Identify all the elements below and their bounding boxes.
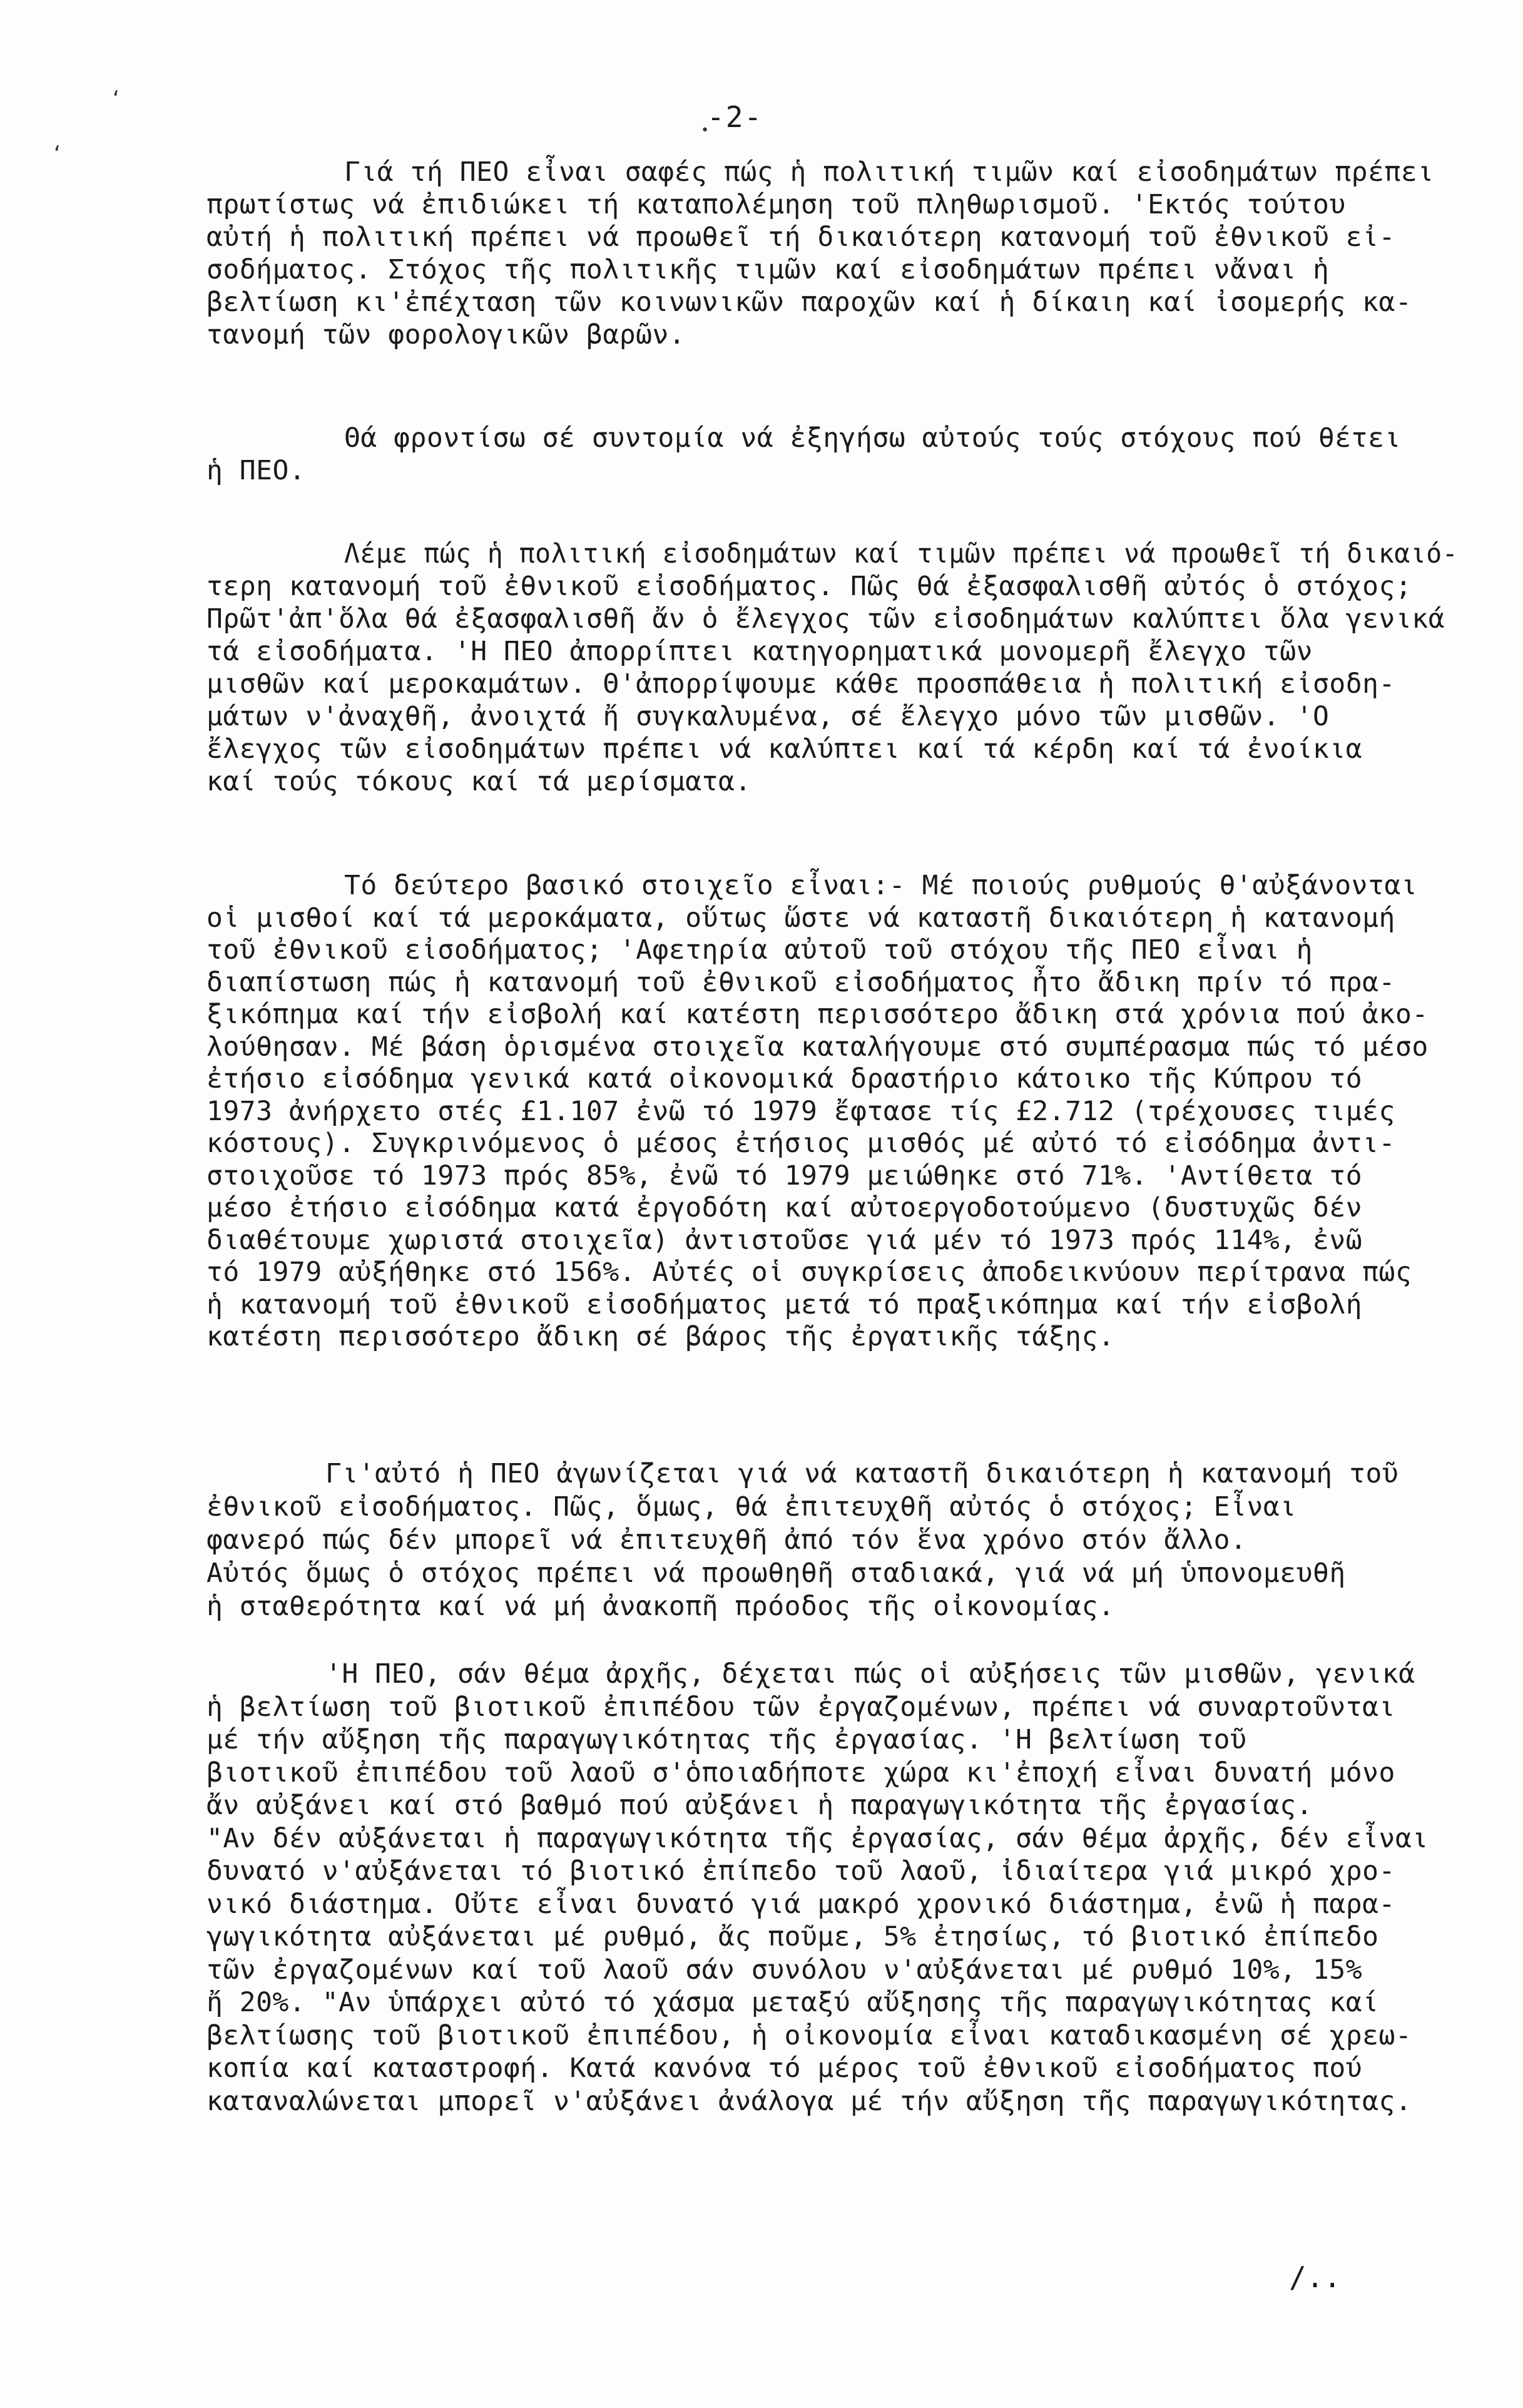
text-line: ἡ σταθερότητα καί νά μή ἀνακοπῆ πρόοδος τῆς οἰκονομίας. xyxy=(206,1591,1115,1622)
text-line: Αὐτός ὅμως ὁ στόχος πρέπει νά προωθηθῆ σταδιακά, γιά νά μή ὑπονομευθῆ xyxy=(206,1558,1346,1589)
text-line: κατέστη περισσότερο ἄδικη σέ βάρος τῆς ἐργατικῆς τάξης. xyxy=(206,1321,1115,1352)
text-line: "Αν δέν αὐξάνεται ἡ παραγωγικότητα τῆς ἐργασίας, σάν θέμα ἀρχῆς, δέν εἶναι xyxy=(206,1822,1429,1854)
text-line: καταναλώνεται μπορεῖ ν'αὐξάνει ἀνάλογα μέ τήν αὔξηση τῆς παραγωγικότητας. xyxy=(206,2085,1412,2117)
scan-mark: ‘ xyxy=(51,143,63,165)
text-line: ἡ βελτίωση τοῦ βιοτικοῦ ἐπιπέδου τῶν ἐργαζομένων, πρέπει νά συναρτοῦνται xyxy=(206,1691,1395,1723)
text-line: γωγικότητα αὐξάνεται μέ ρυθμό, ἄς ποῦμε, 5% ἐτησίως, τό βιοτικό ἐπίπεδο xyxy=(206,1921,1379,1952)
text-line: βελτίωση κι'ἐπέχταση τῶν κοινωνικῶν παροχῶν καί ἡ δίκαιη καί ἰσομερής κα- xyxy=(206,287,1412,318)
text-line: ἐτήσιο εἰσόδημα γενικά κατά οἰκονομικά δραστήριο κάτοικο τῆς Κύπρου τό xyxy=(206,1063,1363,1094)
text-line: φανερό πώς δέν μπορεῖ νά ἐπιτευχθῆ ἀπό τόν ἕνα χρόνο στόν ἄλλο. xyxy=(206,1524,1247,1556)
text-line: ἡ ΠΕΟ. xyxy=(206,455,306,486)
text-line: Γιά τή ΠΕΟ εἶναι σαφές πώς ἡ πολιτική τιμῶν καί εἰσοδημάτων πρέπει xyxy=(344,156,1434,188)
text-line: καί τούς τόκους καί τά μερίσματα. xyxy=(206,766,751,797)
text-line: βιοτικοῦ ἐπιπέδου τοῦ λαοῦ σ'ὁποιαδήποτε χώρα κι'ἐποχή εἶναι δυνατή μόνο xyxy=(206,1757,1395,1788)
continuation-mark: /.. xyxy=(1289,2260,1342,2294)
text-line: διαπίστωση πώς ἡ κατανομή τοῦ ἐθνικοῦ εἰσοδήματος ἦτο ἄδικη πρίν τό πρα- xyxy=(206,966,1395,998)
text-line: λούθησαν. Μέ βάση ὁρισμένα στοιχεῖα καταλήγουμε στό συμπέρασμα πώς τό μέσο xyxy=(206,1031,1429,1063)
text-line: κόστους). Συγκρινόμενος ὁ μέσος ἐτήσιος μισθός μέ αὐτό τό εἰσόδημα ἀντι- xyxy=(206,1128,1395,1159)
text-line: ἔλεγχος τῶν εἰσοδημάτων πρέπει νά καλύπτει καί τά κέρδη καί τά ἐνοίκια xyxy=(206,733,1363,765)
text-line: μάτων ν'ἀναχθῆ, ἀνοιχτά ἤ συγκαλυμένα, σέ ἔλεγχο μόνο τῶν μισθῶν. 'Ο xyxy=(206,701,1330,732)
text-line: σοδήματος. Στόχος τῆς πολιτικῆς τιμῶν καί εἰσοδημάτων πρέπει νἄναι ἡ xyxy=(206,254,1330,285)
text-line: μέ τήν αὔξηση τῆς παραγωγικότητας τῆς ἐργασίας. 'Η βελτίωση τοῦ xyxy=(206,1724,1247,1755)
text-line: τά εἰσοδήματα. 'Η ΠΕΟ ἀπορρίπτει κατηγορηματικά μονομερῆ ἔλεγχο τῶν xyxy=(206,636,1313,667)
text-line: Γι'αὐτό ἡ ΠΕΟ ἀγωνίζεται γιά νά καταστῆ δικαιότερη ἡ κατανομή τοῦ xyxy=(325,1458,1399,1489)
text-line: ἄν αὐξάνει καί στό βαθμό πού αὐξάνει ἡ παραγωγικότητα τῆς ἐργασίας. xyxy=(206,1790,1313,1821)
text-line: ἐθνικοῦ εἰσοδήματος. Πῶς, ὅμως, θά ἐπιτευχθῆ αὐτός ὁ στόχος; Εἶναι xyxy=(206,1491,1296,1523)
text-line: Θά φροντίσω σέ συντομία νά ἐξηγήσω αὐτούς τούς στόχους πού θέτει xyxy=(344,422,1401,454)
scan-mark: • xyxy=(701,123,710,138)
text-line: μισθῶν καί μεροκαμάτων. Θ'ἀπορρίψουμε κάθε προσπάθεια ἡ πολιτική εἰσοδη- xyxy=(206,668,1395,700)
text-line: μέσο ἐτήσιο εἰσόδημα κατά ἐργοδότη καί αὐτοεργοδοτούμενο (δυστυχῶς δέν xyxy=(206,1192,1363,1223)
page-number: -2- xyxy=(707,100,763,134)
scan-mark: ‘ xyxy=(110,88,122,110)
text-line: Λέμε πώς ἡ πολιτική εἰσοδημάτων καί τιμῶν πρέπει νά προωθεῖ τή δικαιό- xyxy=(344,538,1459,569)
text-line: διαθέτουμε χωριστά στοιχεῖα) ἀντιστοῦσε γιά μέν τό 1973 πρός 114%, ἐνῶ xyxy=(206,1224,1363,1256)
text-line: τερη κατανομή τοῦ ἐθνικοῦ εἰσοδήματος. Πῶς θά ἐξασφαλισθῆ αὐτός ὁ στόχος; xyxy=(206,571,1412,602)
text-line: στοιχοῦσε τό 1973 πρός 85%, ἐνῶ τό 1979 μειώθηκε στό 71%. 'Αντίθετα τό xyxy=(206,1160,1363,1191)
text-line: βελτίωσης τοῦ βιοτικοῦ ἐπιπέδου, ἡ οἰκονομία εἶναι καταδικασμένη σέ χρεω- xyxy=(206,2019,1412,2051)
text-line: τό 1979 αὐξήθηκε στό 156%. Αὐτές οἱ συγκρίσεις ἀποδεικνύουν περίτρανα πώς xyxy=(206,1257,1412,1288)
text-line: Τό δεύτερο βασικό στοιχεῖο εἶναι:- Μέ ποιούς ρυθμούς θ'αὐξάνονται xyxy=(344,870,1418,901)
text-line: 1973 ἀνήρχετο στές £1.107 ἐνῶ τό 1979 ἔφτασε τίς £2.712 (τρέχουσες τιμές xyxy=(206,1095,1395,1127)
text-line: 'Η ΠΕΟ, σάν θέμα ἀρχῆς, δέχεται πώς οἱ αὐξήσεις τῶν μισθῶν, γενικά xyxy=(325,1658,1415,1690)
text-line: τοῦ ἐθνικοῦ εἰσοδήματος; 'Αφετηρία αὐτοῦ τοῦ στόχου τῆς ΠΕΟ εἶναι ἡ xyxy=(206,934,1313,966)
text-line: τῶν ἐργαζομένων καί τοῦ λαοῦ σάν συνόλου ν'αὐξάνεται μέ ρυθμό 10%, 15% xyxy=(206,1954,1363,1986)
text-line: ξικόπημα καί τήν εἰσβολή καί κατέστη περισσότερο ἄδικη στά χρόνια πού ἀκο- xyxy=(206,999,1429,1030)
text-line: ἤ 20%. "Αν ὑπάρχει αὐτό τό χάσμα μεταξύ αὔξησης τῆς παραγωγικότητας καί xyxy=(206,1987,1379,2018)
text-line: νικό διάστημα. Οὔτε εἶναι δυνατό γιά μακρό χρονικό διάστημα, ἐνῶ ἡ παρα- xyxy=(206,1888,1395,1920)
text-line: ἡ κατανομή τοῦ ἐθνικοῦ εἰσοδήματος μετά τό πραξικόπημα καί τήν εἰσβολή xyxy=(206,1288,1363,1320)
text-line: δυνατό ν'αὐξάνεται τό βιοτικό ἐπίπεδο τοῦ λαοῦ, ἰδιαίτερα γιά μικρό χρο- xyxy=(206,1855,1395,1887)
text-line: πρωτίστως νά ἐπιδιώκει τή καταπολέμηση τοῦ πληθωρισμοῦ. 'Εκτός τούτου xyxy=(206,189,1346,220)
text-line: αὐτή ἡ πολιτική πρέπει νά προωθεῖ τή δικαιότερη κατανομή τοῦ ἐθνικοῦ εἰ- xyxy=(206,222,1395,253)
text-line: Πρῶτ'ἀπ'ὅλα θά ἐξασφαλισθῆ ἄν ὁ ἔλεγχος τῶν εἰσοδημάτων καλύπτει ὅλα γενικά xyxy=(206,603,1445,635)
text-line: οἱ μισθοί καί τά μεροκάματα, οὕτως ὥστε νά καταστῆ δικαιότερη ἡ κατανομή xyxy=(206,902,1395,934)
text-line: τανομή τῶν φορολογικῶν βαρῶν. xyxy=(206,319,686,350)
text-line: κοπία καί καταστροφή. Κατά κανόνα τό μέρος τοῦ ἐθνικοῦ εἰσοδήματος πού xyxy=(206,2053,1363,2084)
